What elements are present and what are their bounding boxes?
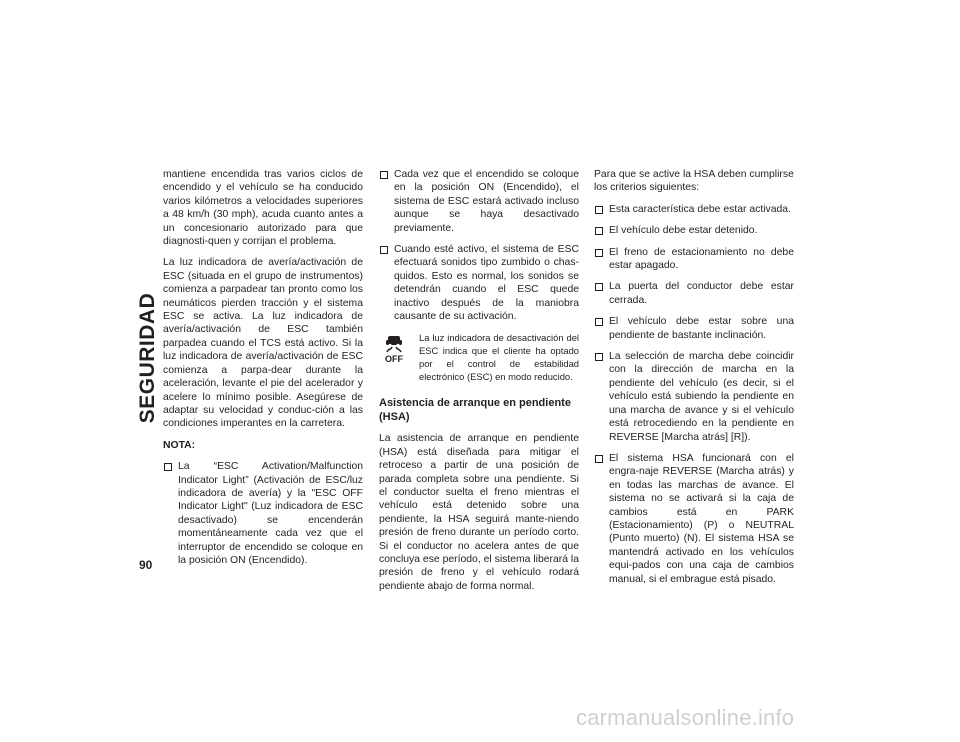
- esc-off-icon: [379, 331, 409, 364]
- list-item: [594, 224, 794, 237]
- list-item: [594, 315, 794, 342]
- column-1: [163, 168, 363, 575]
- page-number: 90: [139, 558, 153, 572]
- checkbox-bullet-icon: [380, 246, 388, 254]
- column-2: [379, 168, 579, 601]
- list-item-text: El sistema HSA funcionará con el engra-naje REVERSE (Marcha atrás) y en todas las marchas de avance. El sistema no se activará si la caja de cambios está en PARK (Estacionamiento) (P) o NEUTRAL (Punto muerto) (N). El sistema HSA se mantendrá activado en los vehículos equi-pados con una caja de cambios manual, si el embrague está pisado.: [609, 452, 794, 585]
- paragraph: La luz indicadora de avería/activación de ESC (situada en el grupo de instrumentos) comienza a parpadear tan pronto como los neumáticos pierden tracción y el sistema ESC se activa. La luz indicadora de avería/activación de ESC también parpadea cuando el TCS está activo. Si la luz indicadora de avería/activación de ESC comienza a parpa-dear durante la aceleración, levante el pie del acelerador y acelere lo mínimo posible. Asegúrese de adaptar su velocidad y conduc-ción a las condiciones imperantes en la carretera.: [163, 257, 363, 430]
- checkbox-bullet-icon: [595, 455, 603, 463]
- checkbox-bullet-icon: [380, 171, 388, 179]
- list-item-text: La selección de marcha debe coincidir con la dirección de marcha en la pendiente del vehículo (es decir, si el vehículo está subiendo la pendiente en una marcha de avance y si el vehículo está retrocediendo en la pendiente en REVERSE [Marcha atrás] [R]).: [609, 351, 794, 443]
- list-item: [163, 460, 363, 567]
- list-item: [594, 280, 794, 307]
- checkbox-bullet-icon: [595, 353, 603, 361]
- icon-caption: La luz indicadora de desactivación del ESC indica que el cliente ha optado por el control de estabilidad electrónico (ESC) en modo reducido.: [419, 332, 579, 383]
- list-item: [594, 350, 794, 444]
- paragraph: La asistencia de arranque en pendiente (HSA) está diseñada para mitigar el retroceso a partir de una posición de parada completa sobre una pendiente. Si el conductor suelta el freno mientras el vehículo está detenido sobre una pendiente, la HSA seguirá mante-niendo presión de freno durante un período corto. Si el conductor no acelera antes de que concluya ese período, el sistema liberará la presión de freno y el vehículo rodará pendiente abajo de forma normal.: [379, 433, 579, 592]
- checkbox-bullet-icon: [595, 206, 603, 214]
- checkbox-bullet-icon: [164, 463, 172, 471]
- skidding-car-icon: [383, 335, 405, 353]
- list-item: [594, 246, 794, 273]
- column-3: [594, 168, 794, 594]
- list-item-text: La puerta del conductor debe estar cerrada.: [609, 281, 794, 306]
- list-item: [594, 203, 794, 216]
- list-item: [594, 452, 794, 586]
- checkbox-bullet-icon: [595, 249, 603, 257]
- paragraph: mantiene encendida tras varios ciclos de encendido y el vehículo se ha conducido varios kilómetros a velocidades superiores a 48 km/h (30 mph), acuda cuanto antes a un concesionario autorizado para que diagnosti-quen y corrijan el problema.: [163, 169, 363, 248]
- esc-off-indicator-block: [379, 331, 579, 383]
- section-side-tab: [137, 168, 159, 548]
- list-item-text: El freno de estacionamiento no debe estar apagado.: [609, 246, 794, 272]
- list-item-text: Cuando esté activo, el sistema de ESC efectuará sonidos tipo zumbido o chas-quidos. Esto es normal, los sonidos se detendrán cuando el ESC quede inactivo después de la maniobra causante de su activación.: [394, 244, 579, 323]
- section-heading: Asistencia de arranque en pendiente (HSA): [379, 397, 571, 423]
- off-label: OFF: [385, 354, 403, 365]
- list-item-text: La “ESC Activation/Malfunction Indicator Light” (Activación de ESC/luz indicadora de avería) y la "ESC OFF Indicator Light" (Luz indicadora de ESC desactivado) se encenderán momentáneamente cada vez que el interruptor de encendido se coloque en la posición ON (Encendido).: [178, 461, 363, 566]
- list-item-text: Esta característica debe estar activada.: [609, 203, 791, 215]
- note-label: NOTA:: [163, 439, 196, 451]
- list-item: [379, 243, 579, 323]
- section-title: SEGURIDAD: [136, 292, 159, 424]
- list-item-text: Cada vez que el encendido se coloque en la posición ON (Encendido), el sistema de ESC estará activado incluso aunque se haya desactivado previamente.: [394, 169, 579, 234]
- list-item: [379, 168, 579, 235]
- checkbox-bullet-icon: [595, 283, 603, 291]
- paragraph: Para que se active la HSA deben cumplirse los criterios siguientes:: [594, 169, 794, 194]
- checkbox-bullet-icon: [595, 318, 603, 326]
- list-item-text: El vehículo debe estar detenido.: [609, 225, 758, 237]
- list-item-text: El vehículo debe estar sobre una pendiente de bastante inclinación.: [609, 316, 794, 341]
- checkbox-bullet-icon: [595, 227, 603, 235]
- watermark-link[interactable]: carmanualsonline.info: [576, 705, 795, 730]
